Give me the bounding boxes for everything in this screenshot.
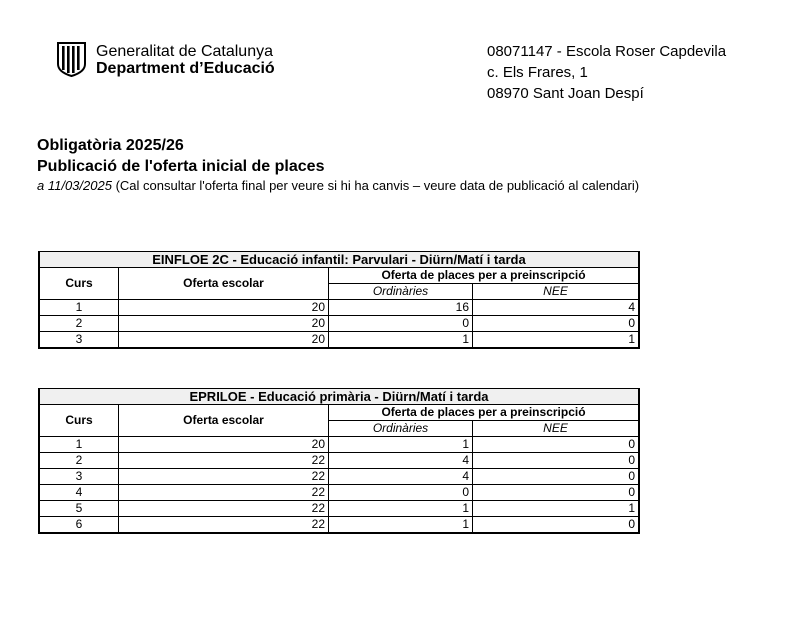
publication-date-note <box>37 177 639 195</box>
table-row <box>39 437 639 453</box>
cell-ordinaries: 1 <box>329 332 473 349</box>
school-street: c. Els Frares, 1 <box>487 64 588 81</box>
cell-ordinaries: 4 <box>329 469 473 485</box>
table-row <box>39 316 639 332</box>
cell-ordinaries: 4 <box>329 453 473 469</box>
cell-nee: 0 <box>473 485 640 501</box>
school-city: 08970 Sant Joan Despí <box>487 85 644 102</box>
cell-oferta: 22 <box>119 485 329 501</box>
table-row <box>39 501 639 517</box>
document-titles <box>37 135 639 195</box>
cell-oferta: 22 <box>119 453 329 469</box>
col-header-curs: Curs <box>39 268 119 300</box>
cell-ordinaries: 16 <box>329 300 473 316</box>
table-row <box>39 453 639 469</box>
table-row <box>39 300 639 316</box>
table-row <box>39 517 639 534</box>
cell-curs: 1 <box>39 437 119 453</box>
cell-curs: 2 <box>39 316 119 332</box>
table-caption: EPRILOE - Educació primària - Diürn/Matí i tarda <box>39 389 639 405</box>
col-header-oferta: Oferta escolar <box>119 405 329 437</box>
org-name: Generalitat de Catalunya <box>96 42 273 60</box>
school-info <box>487 41 726 104</box>
cell-curs: 3 <box>39 469 119 485</box>
gencat-logo <box>55 42 275 77</box>
cell-curs: 4 <box>39 485 119 501</box>
col-header-nee: NEE <box>473 284 640 300</box>
table-row <box>39 469 639 485</box>
cell-nee: 1 <box>473 501 640 517</box>
school-code-name: 08071147 - Escola Roser Capdevila <box>487 43 727 60</box>
col-header-curs: Curs <box>39 405 119 437</box>
cell-oferta: 20 <box>119 300 329 316</box>
cell-nee: 0 <box>473 316 640 332</box>
cell-ordinaries: 0 <box>329 485 473 501</box>
cell-curs: 2 <box>39 453 119 469</box>
cell-nee: 1 <box>473 332 640 349</box>
col-header-ordinaries: Ordinàries <box>329 421 473 437</box>
cell-ordinaries: 1 <box>329 501 473 517</box>
cell-curs: 6 <box>39 517 119 534</box>
cell-oferta: 20 <box>119 332 329 349</box>
places-table-infantil <box>38 251 640 349</box>
page-title: Obligatòria 2025/26 <box>37 137 184 154</box>
cell-oferta: 22 <box>119 501 329 517</box>
table-row <box>39 332 639 349</box>
table-row <box>39 485 639 501</box>
cell-nee: 4 <box>473 300 640 316</box>
cell-nee: 0 <box>473 437 640 453</box>
publication-date: a 11/03/2025 <box>37 178 112 193</box>
cell-nee: 0 <box>473 469 640 485</box>
cell-curs: 1 <box>39 300 119 316</box>
page-subtitle: Publicació de l'oferta inicial de places <box>37 158 325 175</box>
col-header-nee: NEE <box>473 421 640 437</box>
cell-ordinaries: 1 <box>329 517 473 534</box>
department-name: Department d’Educació <box>96 59 275 77</box>
cell-curs: 3 <box>39 332 119 349</box>
publication-note: (Cal consultar l'oferta final per veure si hi ha canvis – veure data de publicació al calendari) <box>115 178 640 193</box>
cell-oferta: 20 <box>119 316 329 332</box>
col-header-group: Oferta de places per a preinscripció <box>329 405 640 421</box>
cell-ordinaries: 0 <box>329 316 473 332</box>
table-caption: EINFLOE 2C - Educació infantil: Parvulari - Diürn/Matí i tarda <box>39 252 639 268</box>
col-header-ordinaries: Ordinàries <box>329 284 473 300</box>
col-header-oferta: Oferta escolar <box>119 268 329 300</box>
cell-nee: 0 <box>473 453 640 469</box>
cell-nee: 0 <box>473 517 640 534</box>
cell-oferta: 20 <box>119 437 329 453</box>
col-header-group: Oferta de places per a preinscripció <box>329 268 640 284</box>
cell-ordinaries: 1 <box>329 437 473 453</box>
cell-oferta: 22 <box>119 517 329 534</box>
cell-curs: 5 <box>39 501 119 517</box>
generalitat-emblem-icon <box>55 42 88 77</box>
places-table-primaria <box>38 388 640 534</box>
cell-oferta: 22 <box>119 469 329 485</box>
